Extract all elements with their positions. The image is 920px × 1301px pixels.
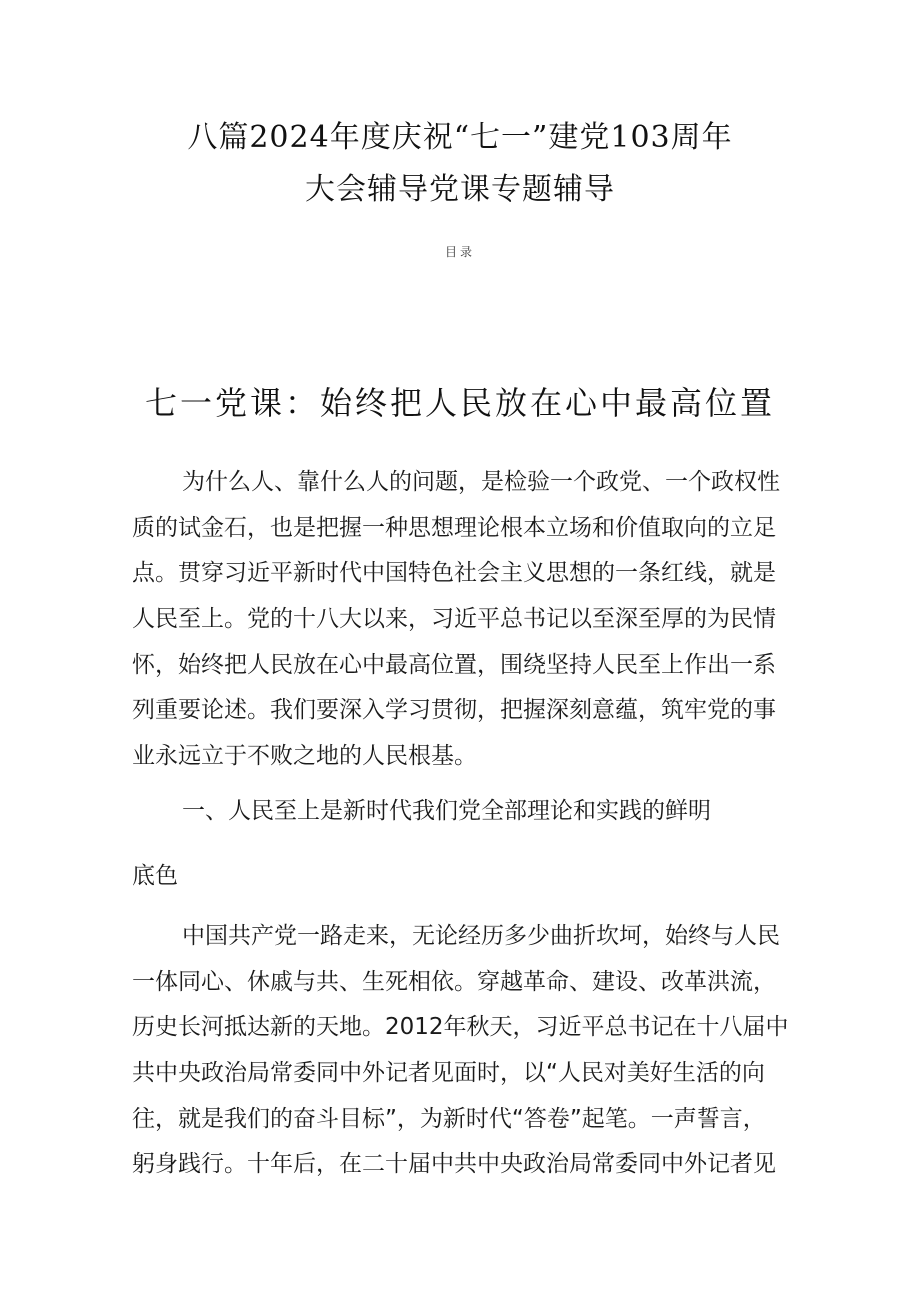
paragraph-line: 为什么人、靠什么人的问题，是检验一个政党、一个政权性 — [182, 469, 780, 495]
paragraph-line: 躬身践行。十年后，在二十届中共中央政治局常委同中外记者见 — [132, 1151, 776, 1178]
document-title-line-2: 大会辅导党课专题辅导 — [305, 172, 615, 207]
paragraph-line: 怀，始终把人民放在心中最高位置，围绕坚持人民至上作出一系 — [132, 651, 776, 678]
section-heading-1: 一、人民至上是新时代我们党全部理论和实践的鲜明 — [182, 798, 711, 824]
paragraph-line: 共中央政治局常委同中外记者见面时，以“人民对美好生活的向 — [132, 1060, 765, 1087]
paragraph-line: 列重要论述。我们要深入学习贯彻，把握深刻意蕴，筑牢党的事 — [132, 697, 776, 724]
paragraph-line: 人民至上。党的十八大以来，习近平总书记以至深至厚的为民情 — [132, 606, 776, 633]
table-of-contents-label: 目录 — [444, 245, 475, 259]
paragraph-line: 历史长河抵达新的天地。2012年秋天，习近平总书记在十八届中 — [132, 1014, 789, 1041]
paragraph-line: 往，就是我们的奋斗目标”，为新时代“答卷”起笔。一声誓言， — [132, 1105, 766, 1132]
paragraph-line: 中国共产党一路走来，无论经历多少曲折坎坷，始终与人民 — [182, 923, 780, 949]
intro-paragraph — [132, 460, 792, 780]
section-heading-1-continuation: 底色 — [132, 863, 178, 889]
article-heading: 七一党课：始终把人民放在心中最高位置 — [144, 384, 775, 422]
document-title-line-1: 八篇2024年度庆祝“七一”建党103周年 — [187, 120, 733, 155]
paragraph-line: 一体同心、休戚与共、生死相依。穿越革命、建设、改革洪流， — [132, 968, 776, 995]
body-paragraph — [132, 914, 792, 1188]
paragraph-line: 点。贯穿习近平新时代中国特色社会主义思想的一条红线，就是 — [132, 560, 776, 587]
paragraph-line: 业永远立于不败之地的人民根基。 — [132, 743, 477, 770]
paragraph-line: 质的试金石，也是把握一种思想理论根本立场和价值取向的立足 — [132, 514, 776, 541]
